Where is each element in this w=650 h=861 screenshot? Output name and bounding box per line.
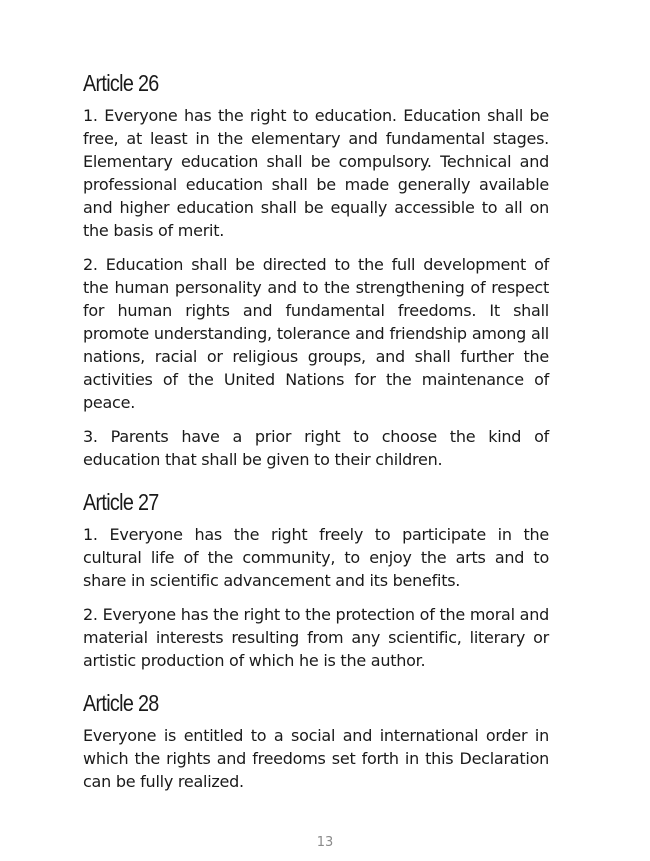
document-page bbox=[83, 70, 549, 811]
article-title: Article 28 bbox=[83, 690, 159, 716]
article-28 bbox=[83, 690, 549, 793]
article-paragraph: 3. Parents have a prior right to choose the kind of education that shall be given to their children. bbox=[83, 427, 549, 469]
article-paragraph: 2. Everyone has the right to the protection of the moral and material interests resulting from any scientific, literary or artistic production of which he is the author. bbox=[83, 605, 549, 670]
article-paragraph: 2. Education shall be directed to the full development of the human personality and to the strengthening of respect for human rights and fundamental freedoms. It shall promote understanding, tolerance and friendship among all nations, racial or religious groups, and shall further the activities of the United Nations for the maintenance of peace. bbox=[83, 255, 549, 412]
article-paragraph: Everyone is entitled to a social and international order in which the rights and freedoms set forth in this Declaration can be fully realized. bbox=[83, 726, 549, 791]
article-paragraph: 1. Everyone has the right to education. Education shall be free, at least in the elementary and fundamental stages. Elementary education shall be compulsory. Technical and professional education shall be made generally available and higher education shall be equally accessible to all on the basis of merit. bbox=[83, 106, 549, 240]
article-title: Article 27 bbox=[83, 489, 159, 515]
article-26 bbox=[83, 70, 549, 471]
page-number: 13 bbox=[316, 835, 334, 850]
article-title: Article 26 bbox=[83, 70, 159, 96]
article-27 bbox=[83, 489, 549, 672]
article-paragraph: 1. Everyone has the right freely to participate in the cultural life of the community, to enjoy the arts and to share in scientific advancement and its benefits. bbox=[83, 525, 549, 590]
